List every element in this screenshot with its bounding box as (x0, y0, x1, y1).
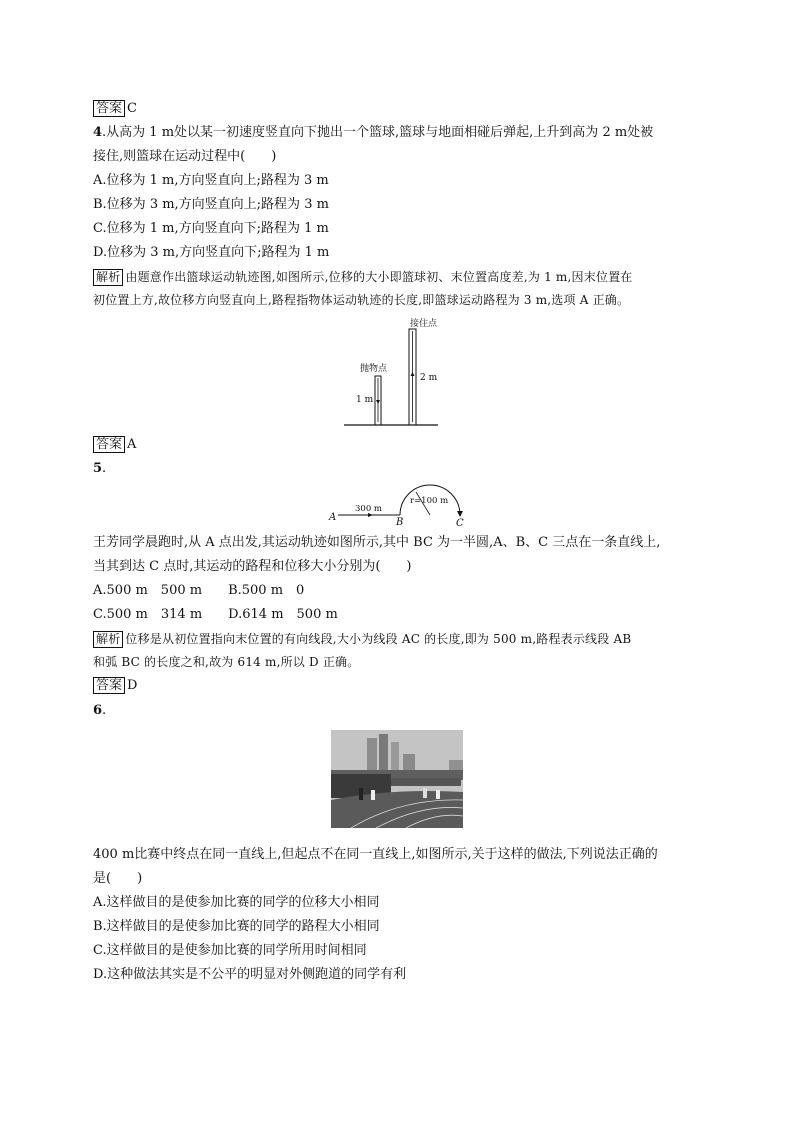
q4-option-c: C.位移为 1 m,方向竖直向下;路程为 1 m (93, 221, 329, 236)
q4-answer: A (127, 437, 137, 452)
q5-answer-tag: 答案 (93, 677, 125, 694)
throw-point-label: 抛物点 (360, 364, 388, 374)
q5-number: 5 (93, 461, 103, 476)
q4-answer-tag: 答案 (93, 436, 125, 453)
running-track (331, 791, 463, 828)
q6-option-a: A.这样做目的是使参加比赛的同学的位移大小相同 (93, 895, 380, 910)
q5-stem: 王芳同学晨跑时,从 A 点出发,其运动轨迹如图所示,其中 BC 为一半圆,A、B、C 三点在一条直线上, (93, 535, 661, 550)
up-arrow-head (411, 372, 415, 376)
runner (371, 790, 375, 800)
h2-label: 2 m (420, 373, 438, 383)
q4-analysis-text: 由题意作出篮球运动轨迹图,如图所示,位移的大小即篮球初、末位置高度差,为 1 m,因末位置在 (125, 270, 633, 284)
down-arrow-head (376, 400, 380, 404)
label-b: B (396, 517, 404, 528)
q4-answer-line (93, 436, 136, 454)
q3-answer-tag: 答案 (93, 100, 125, 117)
q4-stem-text: .从高为 1 m处以某一初速度竖直向下抛出一个篮球,篮球与地面相碰后弹起,上升到高为 2 m处被 (102, 125, 654, 140)
q4-analysis-tag: 解析 (93, 269, 123, 286)
runner (423, 788, 427, 798)
q4-trajectory-figure (340, 318, 450, 430)
q4-option-a: A.位移为 1 m,方向竖直向上;路程为 3 m (93, 173, 329, 188)
q5-options-row1: A.500 m 500 m B.500 m 0 (93, 583, 305, 598)
label-a: A (329, 512, 337, 523)
q6-number: 6 (93, 703, 103, 718)
q5-analysis-line2: 和弧 BC 的长度之和,故为 614 m,所以 D 正确。 (93, 655, 360, 669)
q5-analysis-tag: 解析 (93, 631, 123, 648)
q6-stem: 400 m比赛中终点在同一直线上,但起点不在同一直线上,如图所示,关于这样的做法,下列说法正确的 (93, 847, 658, 862)
q5-stem-line2: 当其到达 C 点时,其运动的路程和位移大小分别为( ) (93, 559, 412, 574)
q5-analysis (93, 630, 631, 648)
q5-answer: D (127, 678, 138, 693)
q4-analysis-line2: 初位置上方,故位移方向竖直向上,路程指物体运动轨迹的长度,即篮球运动路程为 3 m,选项 A 正确。 (93, 293, 630, 307)
q4-stem-line2: 接住,则篮球在运动过程中( ) (93, 149, 277, 164)
q5-analysis-text: 位移是从初位置指向末位置的有向线段,大小为线段 AC 的长度,即为 500 m,路程表示线段 AB (125, 632, 632, 646)
q6-track-photo (331, 730, 463, 828)
radius-label: r=100 m (410, 496, 449, 506)
q6-option-b: B.这样做目的是使参加比赛的同学的路程大小相同 (93, 919, 380, 934)
building (379, 734, 388, 776)
q4-stem (93, 124, 653, 142)
crowd (391, 778, 461, 786)
q5-answer-line (93, 677, 137, 695)
q4-number: 4 (93, 125, 103, 140)
ab-length-label: 300 m (355, 504, 382, 514)
runner (436, 790, 440, 799)
label-c: C (456, 518, 464, 528)
q6-option-d: D.这种做法其实是不公平的明显对外侧跑道的同学有利 (93, 967, 407, 982)
runner (359, 788, 363, 800)
q6-option-c: C.这样做目的是使参加比赛的同学所用时间相同 (93, 943, 367, 958)
arc-arrow-head (457, 511, 463, 517)
q5-number-line: 5. (93, 461, 107, 476)
catch-point-label: 接住点 (410, 319, 438, 329)
q3-answer: C (127, 101, 137, 116)
q4-analysis (93, 268, 633, 286)
h1-label: 1 m (356, 395, 374, 405)
q5-path-figure (328, 480, 470, 528)
q6-stem-line2: 是( ) (93, 871, 143, 886)
q4-option-b: B.位移为 3 m,方向竖直向上;路程为 3 m (93, 197, 329, 212)
q6-number-line: 6. (93, 703, 107, 718)
q3-answer-line (93, 100, 137, 118)
q4-option-d: D.位移为 3 m,方向竖直向下;路程为 1 m (93, 245, 330, 260)
q5-options-row2: C.500 m 314 m D.614 m 500 m (93, 607, 338, 622)
